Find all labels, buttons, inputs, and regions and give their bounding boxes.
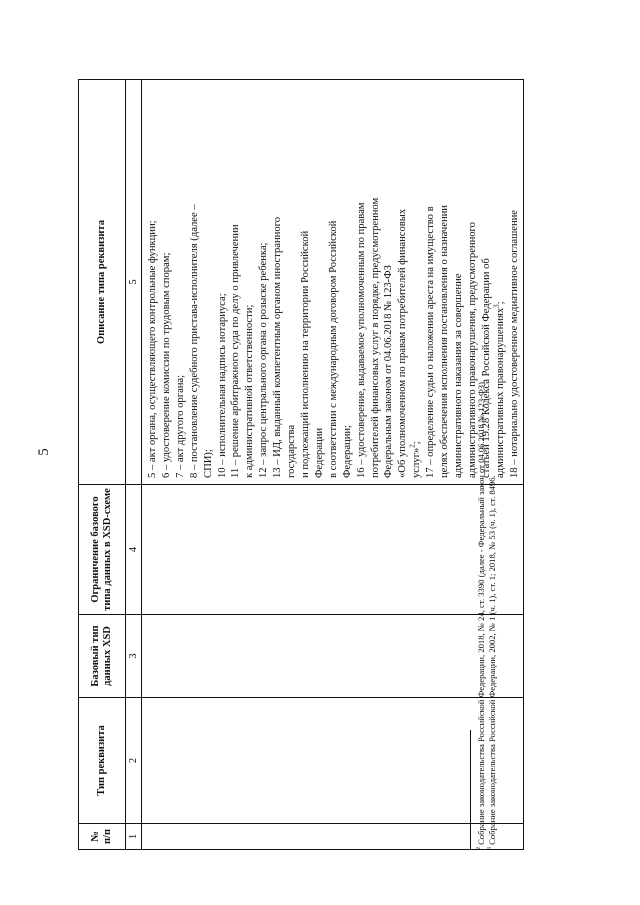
column-number: 2 bbox=[126, 698, 142, 824]
description-line: административного наказания за совершение bbox=[452, 273, 464, 478]
description-line: и подлежащий исполнению на территории Российской bbox=[299, 230, 311, 478]
column-number: 4 bbox=[126, 485, 142, 615]
description-text: административных правонарушениях bbox=[494, 307, 506, 478]
table-header-row bbox=[79, 80, 126, 850]
description-line: потребителей финансовых услуг в порядке, предусмотренном bbox=[369, 197, 381, 478]
column-number: 3 bbox=[126, 615, 142, 698]
column-number: 1 bbox=[126, 824, 142, 850]
description-line: 8 – постановление судебного пристава-исполнителя (далее – bbox=[188, 204, 200, 478]
column-number: 5 bbox=[126, 80, 142, 485]
footnote-text: Собрание законодательства Российской Федерации, 2018, № 24, ст. 3390 (далее - Федеральный закон от 04.06.2018 № 123-ФЗ). bbox=[476, 379, 486, 845]
rotated-page-content bbox=[78, 80, 540, 850]
header-base-xsd-type: Базовый тип данных XSD bbox=[79, 615, 126, 698]
description-line: Федерации; bbox=[341, 425, 353, 478]
description-line-with-footnote bbox=[410, 86, 424, 478]
column-number-row bbox=[126, 80, 142, 850]
header-row-number: № п/п bbox=[79, 824, 126, 850]
cell-xsd-restriction bbox=[142, 485, 524, 615]
cell-base-xsd-type bbox=[142, 615, 524, 698]
footnote bbox=[476, 80, 487, 850]
description-line: целях обеспечения исполнения постановления о назначении bbox=[439, 205, 451, 478]
footnote-separator bbox=[470, 730, 471, 850]
description-line: 17 – определение судьи о наложении ареста на имущество в bbox=[425, 206, 437, 478]
cell-requisite-type bbox=[142, 698, 524, 824]
description-line: 11 – решение арбитражного суда по делу о привлечении bbox=[230, 224, 242, 478]
description-text: услуг» bbox=[411, 447, 423, 478]
description-line: Федерации bbox=[313, 427, 325, 478]
footnote-ref: 3 bbox=[492, 304, 501, 308]
description-line: «Об уполномоченном по правам потребителей финансовых bbox=[397, 208, 409, 478]
footnote-mark: 2 bbox=[476, 847, 483, 850]
footnote-text: Собрание законодательства Российской Федерации, 2002, № 1 (ч. 1), ст. 1; 2018, № 53 (ч. 1), ст. 8496. bbox=[487, 475, 497, 845]
description-line: 16 – удостоверение, выдаваемое уполномоченным по правам bbox=[355, 202, 367, 478]
description-line: СПИ); bbox=[202, 449, 214, 478]
description-line: в соответствии с международным договором Российской bbox=[327, 220, 339, 478]
table-row bbox=[142, 80, 524, 850]
footnote-ref: 2 bbox=[408, 444, 417, 448]
description-line: административного правонарушения, предусмотренного bbox=[466, 222, 478, 478]
footnote-mark: 3 bbox=[487, 847, 494, 850]
description-line: к административной ответственности; bbox=[244, 304, 256, 478]
header-requisite-type: Тип реквизита bbox=[79, 698, 126, 824]
header-type-description: Описание типа реквизита bbox=[79, 80, 126, 485]
requisites-table bbox=[78, 79, 524, 850]
description-line: 7 – акт другого органа; bbox=[174, 374, 186, 478]
description-line: 18 – нотариально удостоверенное медиативное соглашение bbox=[508, 210, 520, 478]
line-suffix: ; bbox=[411, 441, 423, 445]
cell-row-number bbox=[142, 824, 524, 850]
description-line: 10 – исполнительная надпись нотариуса; bbox=[216, 293, 228, 478]
page-number: 5 bbox=[36, 448, 52, 456]
description-line: 12 – запрос центрального органа о розыске ребенка; bbox=[258, 242, 270, 478]
description-line: 6 – удостоверение комиссии по трудовым спорам; bbox=[160, 252, 172, 478]
description-line: 5 – акт органа, осуществляющего контрольные функции; bbox=[147, 220, 158, 478]
description-line: 13 – ИД, выданный компетентным органом иностранного bbox=[272, 216, 284, 478]
description-line: государства bbox=[286, 424, 298, 478]
header-xsd-restriction: Ограничение базового типа данных в XSD-схеме bbox=[79, 485, 126, 615]
description-line: Федеральным законом от 04.06.2018 № 123-ФЗ bbox=[383, 265, 395, 478]
line-suffix: ; bbox=[494, 301, 506, 305]
cell-type-description bbox=[142, 80, 524, 485]
description-line: статьей 19.28 Кодекса Российской Федерации об bbox=[480, 258, 492, 478]
